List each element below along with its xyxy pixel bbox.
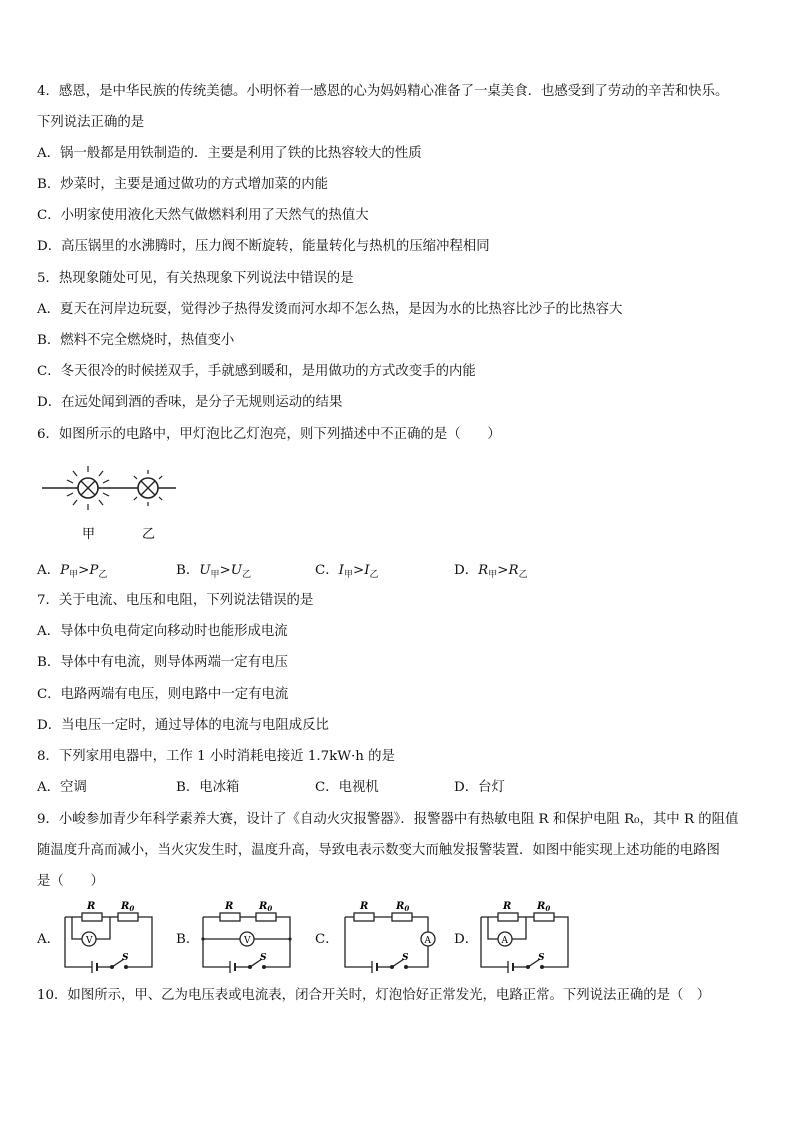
label-s: S xyxy=(260,953,267,963)
label-r0: R xyxy=(537,901,546,912)
voltmeter-icon: V xyxy=(244,936,251,946)
q10-stem: 10．如图所示，甲、乙为电压表或电流表，闭合开关时，灯泡恰好正常发光，电路正常。下列说法正确的是（ ） xyxy=(37,988,711,1003)
q7-stem: 7．关于电流、电压和电阻，下列说法错误的是 xyxy=(37,593,314,608)
label-r: R xyxy=(87,901,96,912)
label-r0-sub: 0 xyxy=(267,904,273,913)
q4-stem-line2: 下列说法正确的是 xyxy=(37,115,145,130)
q9-stem-line2: 随温度升高而减小，当火灾发生时，温度升高，导致电表示数变大而触发报警装置．如图中能实现上述功能的电路图 xyxy=(37,843,720,858)
q4-option-d: D．高压锅里的水沸腾时，压力阀不断旋转，能量转化与热机的压缩冲程相同 xyxy=(37,239,490,254)
q8-option-c: C．电视机 xyxy=(315,780,379,795)
q5-option-c: C．冬天很冷的时候搓双手，手就感到暖和，是用做功的方式改变手的内能 xyxy=(37,364,476,379)
label-s: S xyxy=(538,953,545,963)
q9-circuit-c xyxy=(340,897,440,977)
label-r0: R xyxy=(396,901,405,912)
svg-text:R0 xyxy=(258,901,272,913)
q5-option-a: A．夏天在河岸边玩耍，觉得沙子热得发烫而河水却不怎么热，是因为水的比热容比沙子的比热容大 xyxy=(37,302,623,317)
svg-text:R0 xyxy=(536,901,550,913)
q6-option-a: A．$P_甲>P_乙$ xyxy=(37,563,108,580)
q6-stem: 6．如图所示的电路中，甲灯泡比乙灯泡亮，则下列描述中不正确的是（ ） xyxy=(37,427,501,442)
q4-option-b: B．炒菜时，主要是通过做功的方式增加菜的内能 xyxy=(37,177,329,192)
q6-option-c: C．$I_甲>I_乙$ xyxy=(315,563,379,580)
label-r0: R xyxy=(121,901,130,912)
q9-option-a-label: A． xyxy=(37,932,61,947)
q9-option-b-label: B． xyxy=(176,932,200,947)
label-r0-sub: 0 xyxy=(545,904,551,913)
q6-option-b: B．$U_甲>U_乙$ xyxy=(176,563,252,580)
label-r0-sub: 0 xyxy=(404,904,410,913)
q9-stem-line3: 是（ ） xyxy=(37,874,104,889)
label-r0: R xyxy=(259,901,268,912)
q7-option-d: D．当电压一定时，通过导体的电流与电阻成反比 xyxy=(37,718,329,733)
q8-stem: 8．下列家用电器中，工作 1 小时消耗电接近 1.7kW·h 的是 xyxy=(37,749,395,764)
q8-option-a: A．空调 xyxy=(37,780,87,795)
q5-option-b: B．燃料不完全燃烧时，热值变小 xyxy=(37,333,235,348)
q9-option-d-label: D． xyxy=(454,932,479,947)
q9-circuit-d xyxy=(476,897,572,977)
q7-option-c: C．电路两端有电压，则电路中一定有电流 xyxy=(37,687,289,702)
q9-option-c-label: C． xyxy=(315,932,339,947)
label-r0-sub: 0 xyxy=(129,904,135,913)
q8-option-d: D．台灯 xyxy=(454,780,505,795)
svg-text:R0 xyxy=(395,901,409,913)
q9-circuit-a xyxy=(60,897,156,977)
label-r: R xyxy=(360,901,369,912)
ammeter-icon: A xyxy=(424,936,431,946)
label-s: S xyxy=(122,953,129,963)
q6-option-d: D．$R_甲>R_乙$ xyxy=(454,563,528,580)
q5-option-d: D．在远处闻到酒的香味，是分子无规则运动的结果 xyxy=(37,395,343,410)
voltmeter-icon: V xyxy=(86,936,93,946)
label-yi: 乙 xyxy=(142,527,156,542)
q5-stem: 5．热现象随处可见，有关热现象下列说法中错误的是 xyxy=(37,271,354,286)
q9-circuit-b xyxy=(198,897,294,977)
ammeter-icon: A xyxy=(501,936,508,946)
q4-option-a: A．锅一般都是用铁制造的．主要是利用了铁的比热容较大的性质 xyxy=(37,146,422,161)
q7-option-b: B．导体中有电流，则导体两端一定有电压 xyxy=(37,655,288,670)
q4-stem-line1: 4．感恩，是中华民族的传统美德。小明怀着一感恩的心为妈妈精心准备了一桌美食．也感受到了劳动的辛苦和快乐。 xyxy=(37,84,729,99)
label-r: R xyxy=(503,901,512,912)
q9-stem-line1: 9．小峻参加青少年科学素养大赛，设计了《自动火灾报警器》．报警器中有热敏电阻 R 和保护电阻 R₀，其中 R 的阻值 xyxy=(37,812,739,827)
q7-option-a: A．导体中负电荷定向移动时也能形成电流 xyxy=(37,624,288,639)
q4-option-c: C．小明家使用液化天然气做燃料利用了天然气的热值大 xyxy=(37,208,369,223)
q6-lamp-circuit-figure xyxy=(40,458,190,544)
lamp-yi-icon xyxy=(134,470,162,506)
svg-text:R0 xyxy=(120,901,134,913)
q8-option-b: B．电冰箱 xyxy=(176,780,240,795)
label-jia: 甲 xyxy=(82,527,96,542)
label-s: S xyxy=(402,953,409,963)
label-r: R xyxy=(225,901,234,912)
